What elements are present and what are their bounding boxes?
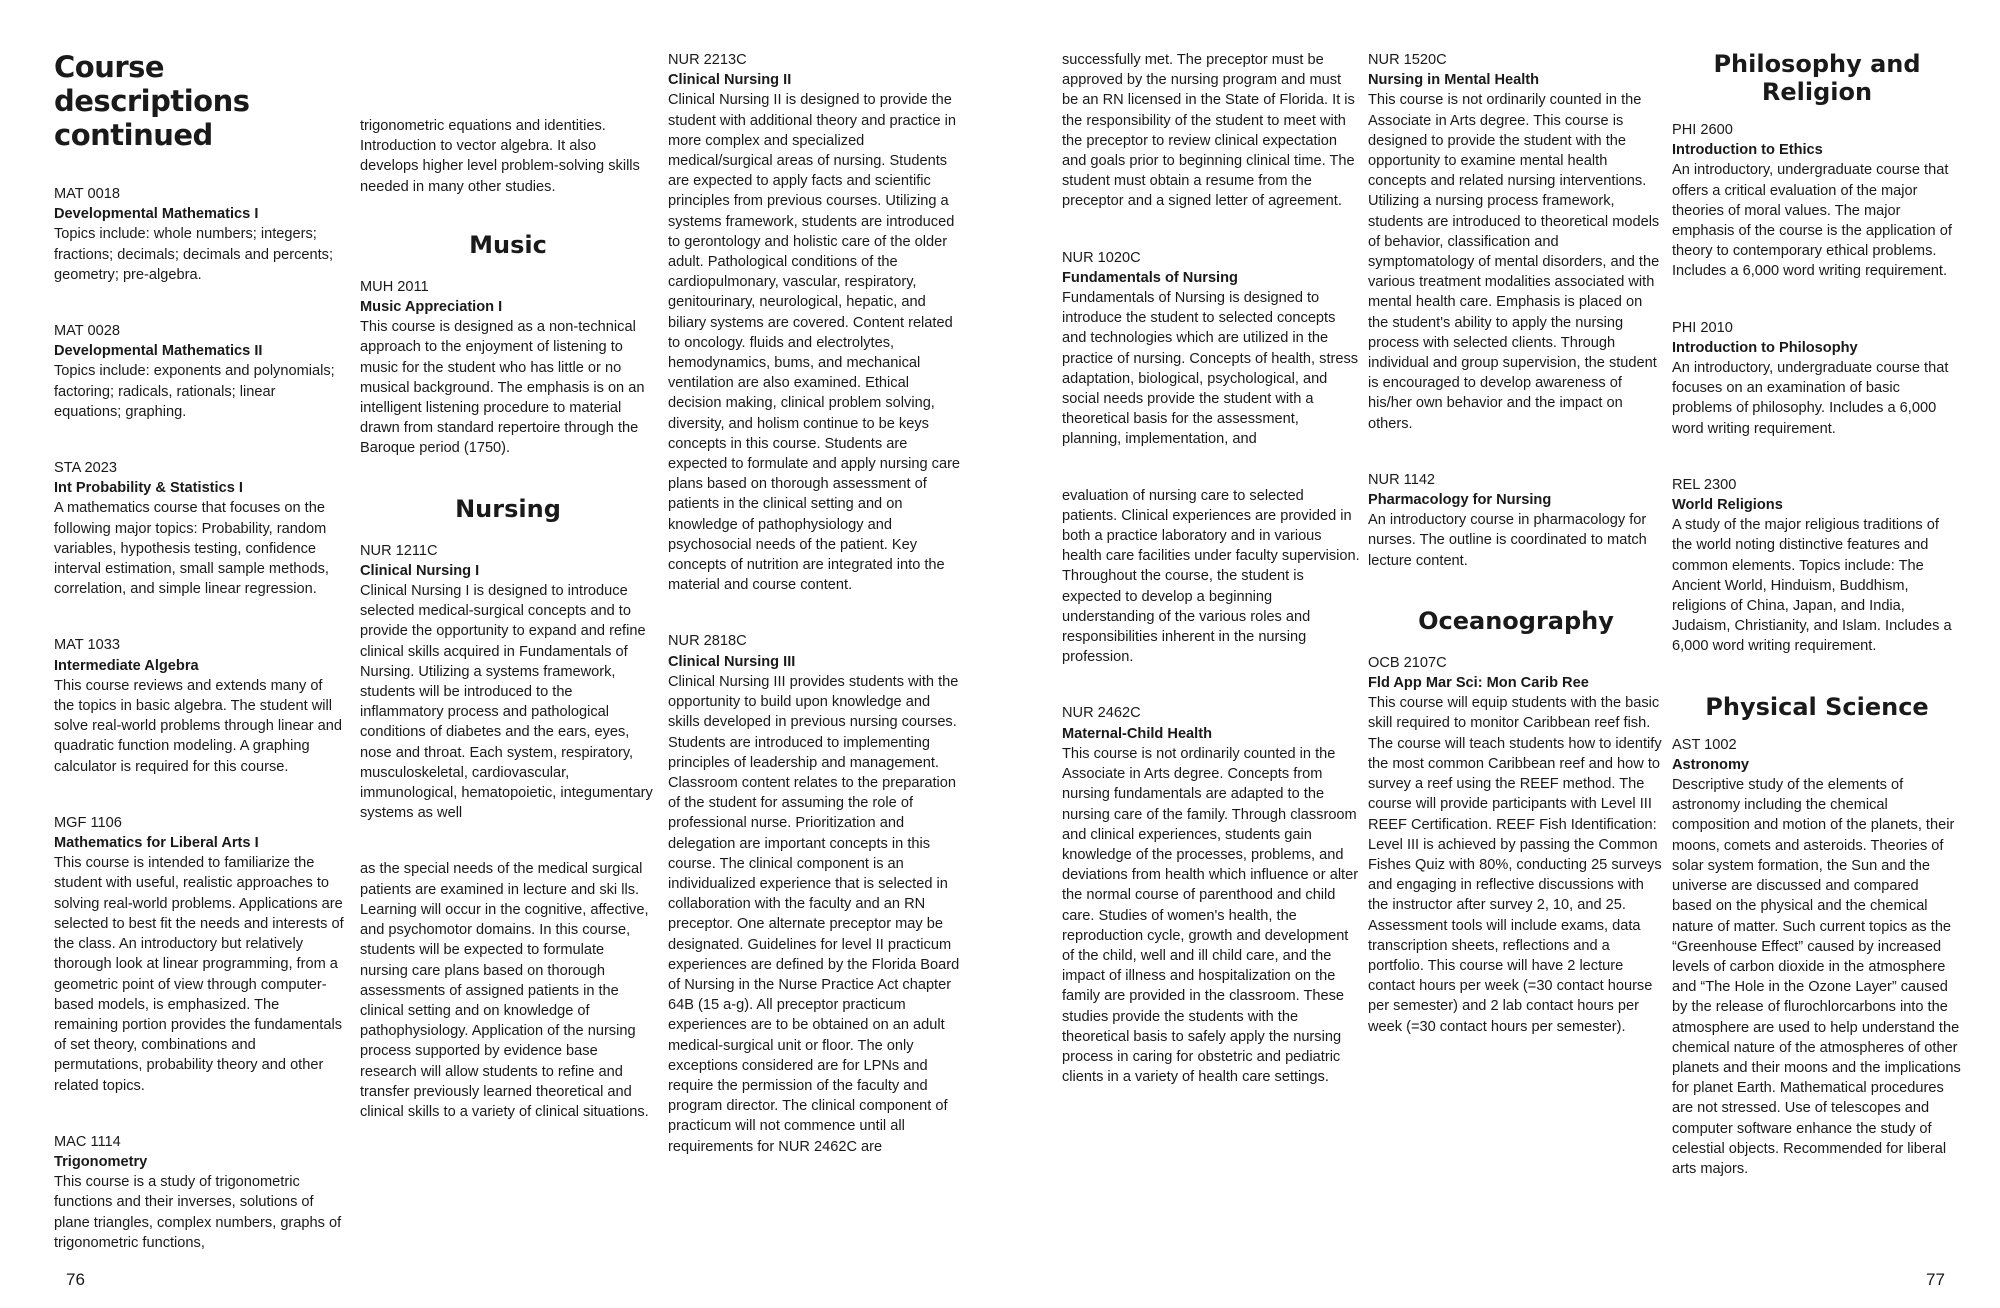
- course-nur1142: [1368, 470, 1664, 571]
- section-heading-physical-science: Physical Science: [1705, 692, 1929, 721]
- course-description: A mathematics course that focuses on the following major topics: Probability, random variables, hypothesis testing, confidence interval estimation, small sample methods, correlation, and simple linear regression.: [54, 500, 329, 598]
- course-name: Nursing in Mental Health: [1368, 72, 1540, 89]
- course-code: MGF 1106: [54, 814, 122, 831]
- course-code: NUR 1211C: [360, 542, 438, 559]
- course-code: MAT 1033: [54, 637, 120, 654]
- course-nur1020c: [1062, 248, 1360, 450]
- section-heading-nursing: Nursing: [455, 494, 561, 523]
- course-mat1033: [54, 635, 344, 776]
- course-name: Introduction to Philosophy: [1672, 339, 1858, 356]
- course-description: This course will equip students with the basic skill required to monitor Caribbean reef fish. The course will teach students how to identify the most common Caribbean reef and how to survey a reef using the REEF method. The course will provide participants with Level III REEF Certification. REEF Fish Identification: Level III is achieved by passing the Common Fishes Quiz with 80%, conducting 25 surveys and engaging in reflective discussions with the instructor after survey 2, 10, and 25. Assessment tools will include exams, data transcription sheets, reflections and a portfolio. This course will have 2 lecture contact hours per week (=30 contact hourse per semester) and 2 lab contact hours per week (=30 contact hours per semester).: [1368, 695, 1662, 1035]
- course-name: World Religions: [1672, 497, 1783, 514]
- course-mac1114: [54, 1132, 344, 1253]
- course-description: An introductory, undergraduate course that offers a critical evaluation of the major theories of moral values. The major emphasis of the course is the application of theory to contemporary ethical problems. Includes a 6,000 word writing requirement.: [1672, 162, 1952, 280]
- course-code: MAC 1114: [54, 1133, 121, 1150]
- course-nur2818c: [668, 631, 962, 1156]
- course-description: Topics include: whole numbers; integers; fractions; decimals; decimals and percents; geometry; pre-algebra.: [54, 226, 334, 283]
- course-description: This course is not ordinarily counted in the Associate in Arts degree. Concepts from nursing fundamentals are adapted to the nursing care of the family. Through classroom and clinical experiences, students gain knowledge of the processes, problems, and deviations from health which influence or alter the normal course of parenthood and child care. Studies of women's health, the reproduction cycle, growth and development of the child, well and ill child care, and the impact of illness and hospitalization on the family are provided in the classroom. These studies provide the students with the theoretical basis to safely apply the nursing process in caring for obstetric and pediatric clients in a variety of health care settings.: [1062, 745, 1359, 1086]
- course-code: NUR 2462C: [1062, 705, 1141, 722]
- col6-course-list: [1672, 120, 1962, 657]
- course-mat0028: [54, 321, 344, 422]
- course-description: This course is not ordinarily counted in the Associate in Arts degree. This course is designed to provide the student with the opportunity to examine mental health concepts and related nursing interventions. Utilizing a nursing process framework, students are introduced to theoretical models of behavior, classification and symptomatology of mental disorders, and the various treatment modalities associated with mental health care. Emphasis is placed on the student's ability to apply the nursing process with selected clients. Through individual and group supervision, the student is encouraged to develop awareness of his/her own behavior and the impact on others.: [1368, 92, 1660, 432]
- course-description: An introductory, undergraduate course that focuses on an examination of basic problems of philosophy. Includes a 6,000 word writing requirement.: [1672, 360, 1949, 437]
- col1-course-list: [54, 184, 344, 1253]
- nur1211c-continued: as the special needs of the medical surgical patients are examined in lecture and ski lls. Learning will occur in the cognitive, affective, and psychomotor domains. In this course, students will be expected to formulate nursing care plans based on thorough assessments of assigned patients in the clinical setting and on knowledge of pathophysiology. Application of the nursing process supported by evidence base research will allow students to refine and transfer previously learned theoretical and clinical skills to a variety of clinical situations.: [360, 861, 649, 1120]
- course-name: Fld App Mar Sci: Mon Carib Ree: [1368, 675, 1589, 692]
- course-name: Clinical Nursing II: [668, 72, 792, 89]
- col3-course-list: [668, 50, 962, 1157]
- course-description: This course is intended to familiarize the student with useful, realistic approaches to solving real-world problems. Applications are selected to best fit the needs and interests of the class. An introductory but relatively thorough look at linear programming, from a geometric point of view through computer-based models, is emphasized. The remaining portion provides the fundamentals of set theory, combinations and permutations, probability theory and other related topics.: [54, 855, 344, 1094]
- course-code: MAT 0028: [54, 323, 120, 340]
- course-name: Clinical Nursing I: [360, 562, 480, 579]
- course-nur1520c: [1368, 50, 1664, 434]
- course-mgf1106: [54, 813, 344, 1096]
- course-name: Maternal-Child Health: [1062, 725, 1213, 742]
- course-name: Pharmacology for Nursing: [1368, 492, 1552, 509]
- course-code: AST 1002: [1672, 736, 1737, 753]
- course-code: NUR 1020C: [1062, 249, 1141, 266]
- page-title: Course descriptions continued: [54, 50, 250, 152]
- course-code: MAT 0018: [54, 186, 120, 202]
- course-code: PHI 2600: [1672, 122, 1733, 138]
- column-2: [360, 116, 656, 1158]
- course-description: An introductory course in pharmacology for nurses. The outline is coordinated to match lecture content.: [1368, 512, 1647, 569]
- course-code: NUR 2213C: [668, 52, 747, 68]
- course-name: Astronomy: [1672, 756, 1750, 773]
- course-description: A study of the major religious traditions of the world noting distinctive features and common elements. Topics include: The Ancient World, Hinduism, Buddhism, religions of China, Japan, and India, Judaism, Christianity, and Islam. Includes a 6,000 word writing requirement.: [1672, 517, 1952, 655]
- column-1: [54, 50, 344, 1289]
- course-phi2600: [1672, 120, 1962, 282]
- course-rel2300: [1672, 475, 1962, 657]
- course-sta2023: [54, 458, 344, 599]
- course-name: Music Appreciation I: [360, 299, 503, 316]
- section-heading-music: Music: [469, 230, 547, 259]
- course-name: Developmental Mathematics II: [54, 343, 263, 360]
- course-description: This course is a study of trigonometric functions and their inverses, solutions of plane triangles, complex numbers, graphs of trigonometric functions,: [54, 1174, 342, 1251]
- course-name: Trigonometry: [54, 1153, 148, 1170]
- course-name: Introduction to Ethics: [1672, 142, 1823, 159]
- course-nur2213c: [668, 50, 962, 595]
- course-description: Topics include: exponents and polynomials; factoring; radicals, rationals; linear equations; graphing.: [54, 363, 335, 420]
- section-heading-philosophy-religion: Philosophy and Religion: [1713, 50, 1921, 106]
- course-description: Fundamentals of Nursing is designed to introduce the student to selected concepts and technologies which are utilized in the practice of nursing. Concepts of health, stress adaptation, biological, psychological, and social needs provide the student with a theoretical basis for the assessment, planning, implementation, and: [1062, 290, 1359, 448]
- course-code: NUR 2818C: [668, 633, 747, 650]
- course-description: This course reviews and extends many of the topics in basic algebra. The student will solve real-world problems through linear and quadratic function modeling. A graphing calculator is required for this course.: [54, 677, 342, 775]
- course-muh2011: [360, 277, 656, 459]
- course-ocb2107c: [1368, 653, 1664, 1037]
- course-description: Descriptive study of the elements of astronomy including the chemical composition and motion of the planets, their moons, comets and asteroids. Theories of solar system formation, the Sun and the universe are discussed and compared based on the physical and the chemical nature of matter. Such current topics as the “Greenhouse Effect” caused by increased levels of carbon dioxide in the atmosphere and “The Hole in the Ozone Layer” caused by the release of flurochlorcarbons into the atmosphere are used to help understand the chemical nature of the atmospheres of other planets and their moons and the implications for planet Earth. Mathematical procedures are not stressed. Use of telescopes and computer software enhance the study of celestial objects. Recommended for liberal arts majors.: [1672, 777, 1961, 1177]
- course-description: Clinical Nursing II is designed to provide the student with additional theory and practice in more complex and specialized medical/surgical areas of nursing. Students are expected to apply facts and scientific principles from previous courses. Utilizing a systems framework, students are introduced to gerontology and holistic care of the older adult. Pathological conditions of the cardiopulmonary, vascular, respiratory, genitourinary, neurological, hepatic, and biliary systems are covered. Content related to oncology. fluids and electrolytes, hemodynamics, bums, and mechanical ventilation are also examined. Ethical decision making, clinical problem solving, diversity, and holism continue to be keys concepts in this course. Students are expected to formulate and apply nursing care plans based on thorough assessment of patients in the clinical setting and on knowledge of pathophysiology and psychosocial needs of the patient. Key concepts of nutrition are integrated into the material and course content.: [668, 92, 961, 594]
- page-number-left: 76: [66, 1270, 85, 1289]
- column-3: [668, 50, 962, 1193]
- course-code: NUR 1520C: [1368, 52, 1447, 68]
- course-name: Int Probability & Statistics I: [54, 480, 243, 497]
- section-heading-oceanography: Oceanography: [1418, 606, 1614, 635]
- course-code: STA 2023: [54, 460, 118, 477]
- mac1114-continued: trigonometric equations and identities. Introduction to vector algebra. It also develops higher level problem-solving skills needed in many other studies.: [360, 118, 640, 195]
- page-number-right: 77: [1926, 1270, 1945, 1289]
- course-name: Clinical Nursing III: [668, 653, 796, 670]
- course-ast1002: [1672, 735, 1962, 1179]
- course-code: OCB 2107C: [1368, 654, 1447, 671]
- course-code: PHI 2010: [1672, 319, 1733, 336]
- course-code: REL 2300: [1672, 476, 1737, 493]
- column-6: [1672, 50, 1962, 1215]
- course-description: Clinical Nursing I is designed to introduce selected medical-surgical concepts and to provide the opportunity to expand and refine clinical skills acquired in Fundamentals of Nursing. Utilizing a systems framework, students will be introduced to the inflammatory process and pathological conditions of diabetes and the ears, eyes, nose and throat. Each system, respiratory, musculoskeletal, cardiovascular, immunological, hematopoietic, integumentary systems as well: [360, 583, 653, 822]
- course-name: Mathematics for Liberal Arts I: [54, 835, 259, 852]
- nur1020c-continued: evaluation of nursing care to selected patients. Clinical experiences are provided in both a practice laboratory and in various health care facilities under faculty supervision. Throughout the course, the student is expected to develop a beginning understanding of the various roles and responsibilities inherent in the nursing profession.: [1062, 487, 1360, 666]
- course-code: NUR 1142: [1368, 471, 1436, 488]
- course-name: Intermediate Algebra: [54, 657, 199, 674]
- course-description: Clinical Nursing III provides students with the opportunity to build upon knowledge and skills developed in previous nursing courses. Students are introduced to implementing principles of leadership and management. Classroom content relates to the preparation of the student for assuming the role of professional nurse. Prioritization and delegation are important concepts in this course. The clinical component is an individualized experience that is selected in collaboration with the faculty and an RN preceptor. One alternate preceptor may be designated. Guidelines for level II practicum experiences are defined by the Florida Board of Nursing in the Nurse Practice Act chapter 64B (15 a-g). All preceptor practicum experiences are to be obtained on an adult medical-surgical unit or floor. The only exceptions considered are for LPNs and require the permission of the faculty and program director. The clinical component of practicum will not commence until all requirements for NUR 2462C are: [668, 673, 960, 1155]
- course-code: MUH 2011: [360, 278, 429, 295]
- course-nur2462c: [1062, 703, 1360, 1087]
- course-description: This course is designed as a non-technical approach to the enjoyment of listening to music for the student who has little or no musical background. The emphasis is on an intelligent listening procedure to material drawn from standard repertoire through the Baroque period (1750).: [360, 319, 645, 457]
- course-name: Developmental Mathematics I: [54, 206, 259, 223]
- column-5: [1368, 50, 1664, 1073]
- nur2818c-continued: successfully met. The preceptor must be approved by the nursing program and must be an RN licensed in the State of Florida. It is the responsibility of the student to meet with the preceptor to review clinical expectation and goals prior to beginning clinical time. The student must obtain a resume from the preceptor and a signed letter of agreement.: [1062, 52, 1355, 210]
- course-nur1211c: [360, 541, 656, 824]
- course-name: Fundamentals of Nursing: [1062, 269, 1238, 286]
- course-phi2010: [1672, 318, 1962, 439]
- course-mat0018: [54, 184, 344, 285]
- column-4: [1062, 50, 1360, 1123]
